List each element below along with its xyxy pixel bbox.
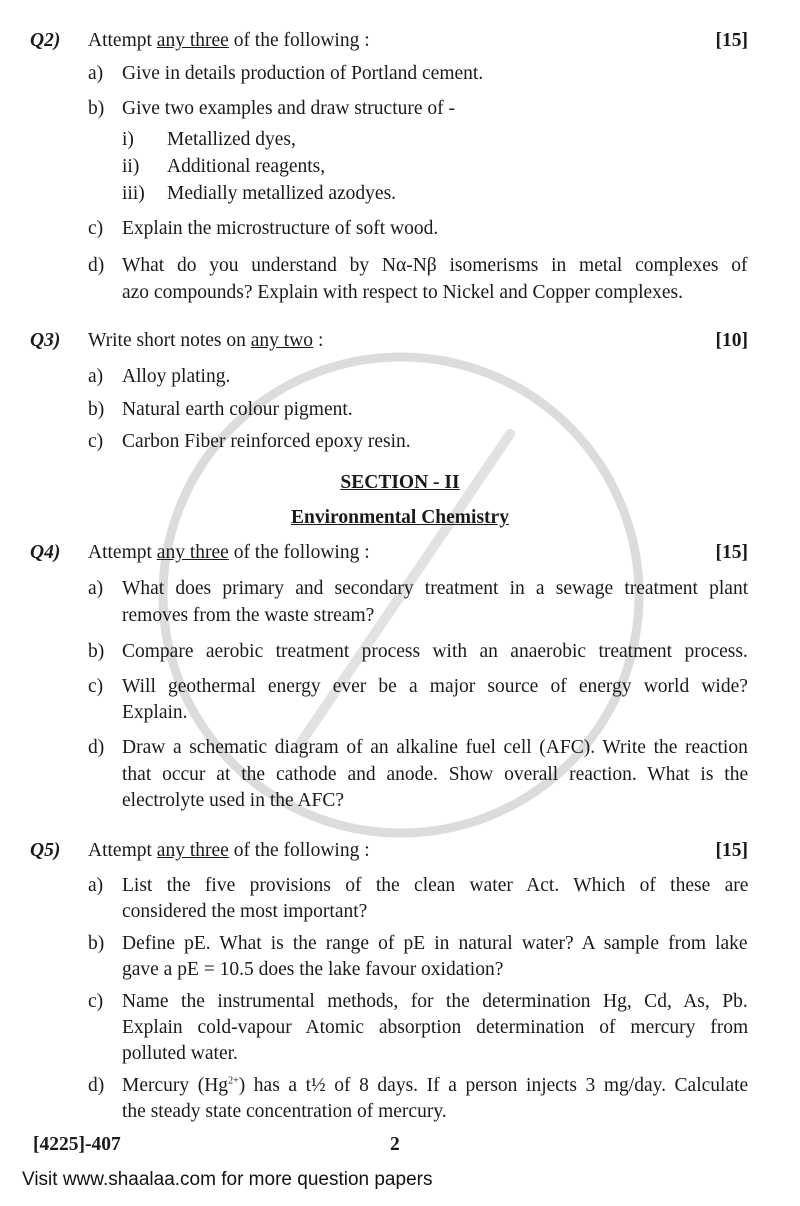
item-text-pre: Mercury (Hg [122, 1075, 229, 1096]
item-text: polluted water. [122, 1043, 238, 1064]
q2-intro [88, 28, 370, 54]
item-label: c) [88, 991, 104, 1012]
item-label: a) [88, 63, 104, 84]
section-title [0, 470, 800, 496]
item-text: removes from the waste stream? [122, 605, 375, 626]
q5-intro-pre: Attempt [88, 840, 157, 861]
q5-marks: [15] [715, 840, 748, 861]
item-text: that occur at the cathode and anode. Show overall reaction. What is the [122, 764, 749, 785]
item-text: Carbon Fiber reinforced epoxy resin. [122, 431, 411, 452]
subitem-text: Metallized dyes, [167, 129, 296, 150]
item-label: a) [88, 578, 104, 599]
item-text: Explain cold-vapour Atomic absorption determination of mercury from [122, 1017, 749, 1038]
q2-intro-post: of the following : [228, 30, 370, 51]
item-label: d) [88, 255, 105, 276]
q3-marks: [10] [715, 330, 748, 351]
item-label: c) [88, 431, 104, 452]
item-label: b) [88, 933, 105, 954]
q3-intro [88, 328, 323, 354]
subitem-text: Additional reagents, [167, 156, 326, 177]
item-text-post: ) has a t½ of 8 days. If a person injects 3 mg/day. Calculate [238, 1075, 749, 1096]
item-text: Explain the microstructure of soft wood. [122, 218, 439, 239]
q5-label: Q5) [30, 840, 61, 861]
page-number: 2 [390, 1134, 400, 1155]
q4-label: Q4) [30, 542, 61, 563]
item-label: c) [88, 676, 104, 697]
q2-marks: [15] [715, 30, 748, 51]
item-text: considered the most important? [122, 901, 368, 922]
item-text: Natural earth colour pigment. [122, 399, 353, 420]
item-text: Name the instrumental methods, for the determination Hg, Cd, As, Pb. [122, 991, 748, 1012]
item-text: What does primary and secondary treatment in a sewage treatment plant [122, 578, 749, 599]
item-text: Explain. [122, 702, 188, 723]
item-text: What do you understand by Nα-Nβ isomerisms in metal complexes of [122, 255, 748, 276]
item-label: b) [88, 641, 105, 662]
section-subtitle-text: Environmental Chemistry [291, 507, 509, 528]
subitem-label: i) [122, 129, 134, 150]
q5-intro-underlined: any three [156, 840, 229, 861]
item-label: d) [88, 1075, 105, 1096]
item-text: Will geothermal energy ever be a major source of energy world wide? [122, 676, 748, 697]
item-label: d) [88, 737, 105, 758]
q5-intro-post: of the following : [228, 840, 370, 861]
q3-intro-underlined: any two [250, 330, 314, 351]
q3-label: Q3) [30, 330, 61, 351]
subitem-label: iii) [122, 183, 145, 204]
item-text: gave a pE = 10.5 does the lake favour oxidation? [122, 959, 504, 980]
item-label: b) [88, 399, 105, 420]
item-text: Give in details production of Portland cement. [122, 63, 484, 84]
q4-intro-post: of the following : [228, 542, 370, 563]
q4-marks: [15] [715, 542, 748, 563]
item-text: List the five provisions of the clean water Act. Which of these are [122, 875, 749, 896]
subitem-label: ii) [122, 156, 140, 177]
item-label: c) [88, 218, 104, 239]
item-label: b) [88, 98, 105, 119]
paper-code: [4225]-407 [33, 1134, 121, 1155]
item-text [122, 1073, 748, 1099]
subitem-text: Medially metallized azodyes. [167, 183, 397, 204]
q2-intro-pre: Attempt [88, 30, 157, 51]
superscript-charge: 2+ [228, 1075, 239, 1087]
q4-intro-pre: Attempt [88, 542, 157, 563]
section-subtitle [0, 505, 800, 531]
q5-intro [88, 838, 370, 864]
item-text: Define pE. What is the range of pE in natural water? A sample from lake [122, 933, 748, 954]
item-text: Compare aerobic treatment process with an anaerobic treatment process. [122, 641, 748, 662]
q3-intro-pre: Write short notes on [88, 330, 251, 351]
item-text: the steady state concentration of mercury. [122, 1101, 447, 1122]
q4-intro [88, 540, 370, 566]
q4-intro-underlined: any three [156, 542, 229, 563]
item-label: a) [88, 875, 104, 896]
item-label: a) [88, 366, 104, 387]
q3-intro-post: : [313, 330, 324, 351]
q2-label: Q2) [30, 30, 61, 51]
item-text: electrolyte used in the AFC? [122, 790, 345, 811]
shaalaa-banner-link[interactable]: Visit www.shaalaa.com for more question papers [22, 1169, 433, 1190]
item-text: Alloy plating. [122, 366, 231, 387]
section-title-text: SECTION - II [340, 472, 460, 493]
item-text: azo compounds? Explain with respect to Nickel and Copper complexes. [122, 282, 684, 303]
item-text: Draw a schematic diagram of an alkaline fuel cell (AFC). Write the reaction [122, 737, 748, 758]
item-text: Give two examples and draw structure of - [122, 98, 456, 119]
q2-intro-underlined: any three [156, 30, 229, 51]
